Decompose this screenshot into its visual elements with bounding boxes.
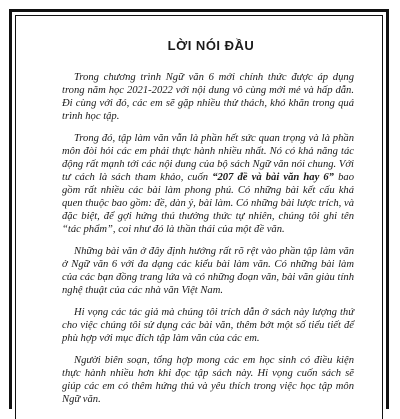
paragraph-1: Trong chương trình Ngữ văn 6 mới chính thức được áp dụng trong năm học 2021-2022 với nội dung vô cùng mới mẻ và hấp dẫn. Đi cùng với đó, các em sẽ gặp nhiều thử thách, khó khăn trong quá trình học tập. [62, 72, 354, 122]
paragraph-5: Người biên soạn, tổng hợp mong các em học sinh có điều kiện thực hành nhiều hơn khi đọc tập sách này. Hi vọng cuốn sách sẽ giúp các em có thêm hứng thú và yêu thích trong việc học tập môn Ngữ văn. [62, 355, 354, 405]
document-body [62, 38, 354, 415]
paragraph-4: Hi vọng các tác giả mà chúng tôi trích dẫn ở sách này lượng thứ cho việc chúng tôi sử dụng các bài văn, thêm bớt một số tiểu tiết để phù hợp với mục đích tập làm văn của các em. [62, 307, 354, 344]
page-title: LỜI NÓI ĐẦU [167, 38, 255, 53]
paragraph-2: Trong đó, tập làm văn vẫn là phần hết sức quan trọng và là phần môn đòi hỏi các em phải thực hành nhiều nhất. Nó có khả năng tác động rất mạnh tới các nội dung của bộ sách Ngữ văn nói chung. Với tư cách là sách tham khảo, cuốn “207 đề và bài văn hay 6” bao gồm rất nhiều các bài làm phong phú. Có những bài kết cấu khá quen thuộc bao gồm: đề, dàn ý, bài làm. Có những bài lược trích, và đặc biệt, để gợi hứng thú thưởng thức tự nhiên, chúng tôi ghi tên “tác phẩm”, coi như đó là thần thái của một đề văn. [62, 133, 354, 235]
paragraph-3: Những bài văn ở đây định hướng rất rõ rệt vào phần tập làm văn ở Ngữ văn 6 với đa dạng các kiểu bài làm văn. Có những bài làm của các bạn đồng trang lứa và có những đoạn văn, bài văn giàu tính nghệ thuật của các nhà văn Việt Nam. [62, 246, 354, 296]
book-title: “207 đề và bài văn hay 6” [212, 172, 334, 183]
